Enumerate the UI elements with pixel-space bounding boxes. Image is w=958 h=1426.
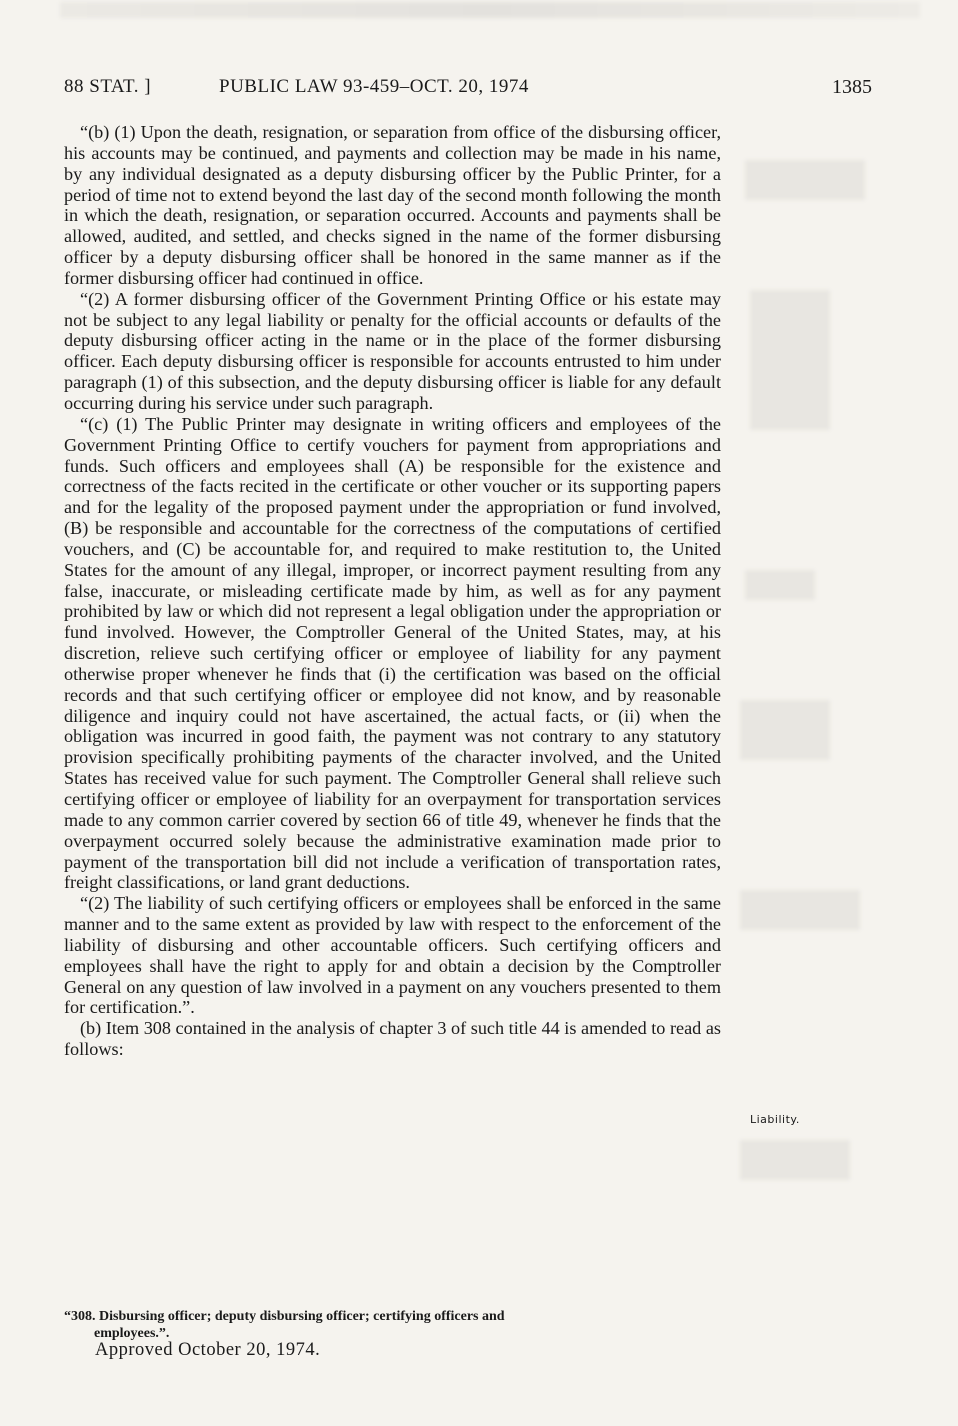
public-law-title: PUBLIC LAW 93-459–OCT. 20, 1974 — [219, 76, 529, 97]
amended-item-line-1: “308. Disbursing officer; deputy disbursing officer; certifying officers and — [64, 1309, 505, 1324]
paragraph-b2: “(2) A former disbursing officer of the Government Printing Office or his estate may not be subject to any legal liability or penalty for the official accounts or defaults of the deputy disbursing officer acting in the name or in the place of the former disbursing officer. Each deputy disbursing officer is responsible for accounts entrusted to him under paragraph (1) of this subsection, and the deputy disbursing officer is liable for any default occurring during his service under such paragraph. — [64, 288, 721, 413]
statute-body — [64, 122, 721, 1060]
statute-volume: 88 STAT. ] — [64, 76, 152, 97]
bleed-through-header — [60, 2, 920, 18]
bleed-through-mark — [750, 290, 830, 430]
paragraph-c2: “(2) The liability of such certifying officers or employees shall be enforced in the same manner and to the same extent as provided by law with respect to the enforcement of the liability of disbursing and other accountable officers. Such certifying officers and employees shall have the right to apply for and obtain a decision by the Comptroller General on any question of law involved in a payment on any vouchers presented to them for certification.”. — [64, 893, 721, 1018]
margin-note-liability: Liability. — [750, 1113, 800, 1126]
page-number: 1385 — [832, 76, 872, 98]
paragraph-b1: “(b) (1) Upon the death, resignation, or separation from office of the disbursing officer, his accounts may be continued, and payments and collection may be made in his name, by any individual designated as a deputy disbursing officer by the Public Printer, for a period of time not to extend beyond the last day of the second month following the month in which the death, resignation, or separation occurred. Accounts and payments shall be allowed, audited, and settled, and checks signed in the name of the former disbursing officer by a deputy disbursing officer shall be honored in the same manner as if the former disbursing officer had continued in office. — [64, 122, 721, 288]
page-header — [64, 72, 872, 102]
bleed-through-mark — [740, 1140, 850, 1180]
amended-item-line-2: employees.”. — [94, 1326, 170, 1341]
bleed-through-mark — [740, 700, 830, 760]
bleed-through-mark — [745, 570, 815, 600]
bleed-through-mark — [745, 160, 865, 200]
amended-item-text — [64, 1308, 726, 1342]
paragraph-c1: “(c) (1) The Public Printer may designate in writing officers and employees of the Government Printing Office to certify vouchers for payment from appropriations and funds. Such officers and employees shall (A) be responsible for the existence and correctness of the facts recited in the certificate or other voucher or its supporting papers and for the legality of the proposed payment under the appropriation or fund involved, (B) be responsible and accountable for the correctness of the computations of certified vouchers, and (C) be accountable for, and required to make restitution to, the United States for the amount of any illegal, improper, or incorrect payment resulting from any false, inaccurate, or misleading certificate made by him, as well as for any payment prohibited by law or which did not represent a legal obligation under the appropriation or fund involved. However, the Comptroller General of the United States, may, at his discretion, relieve such certifying officer or employee of liability for any payment otherwise proper whenever he finds that (i) the certification was based on the official records and that such certifying officer or employee did not know, and by reasonable diligence and inquiry could not have ascertained, the actual facts, or (ii) when the obligation was incurred in good faith, the payment was not contrary to any statutory provision specifically prohibiting payments of the character involved, and the United States has received value for such payment. The Comptroller General shall relieve such certifying officer or employee of liability for an overpayment for transportation services made to any common carrier covered by section 66 of title 49, whenever he finds that the overpayment occurred solely because the administrative examination made prior to payment of the transportation bill did not include a verification of transportation rates, freight classifications, or land grant deductions. — [64, 413, 721, 893]
paragraph-item-308: (b) Item 308 contained in the analysis of chapter 3 of such title 44 is amended to read as follows: — [64, 1018, 721, 1060]
approval-date: Approved October 20, 1974. — [95, 1340, 321, 1360]
bleed-through-mark — [740, 890, 860, 930]
